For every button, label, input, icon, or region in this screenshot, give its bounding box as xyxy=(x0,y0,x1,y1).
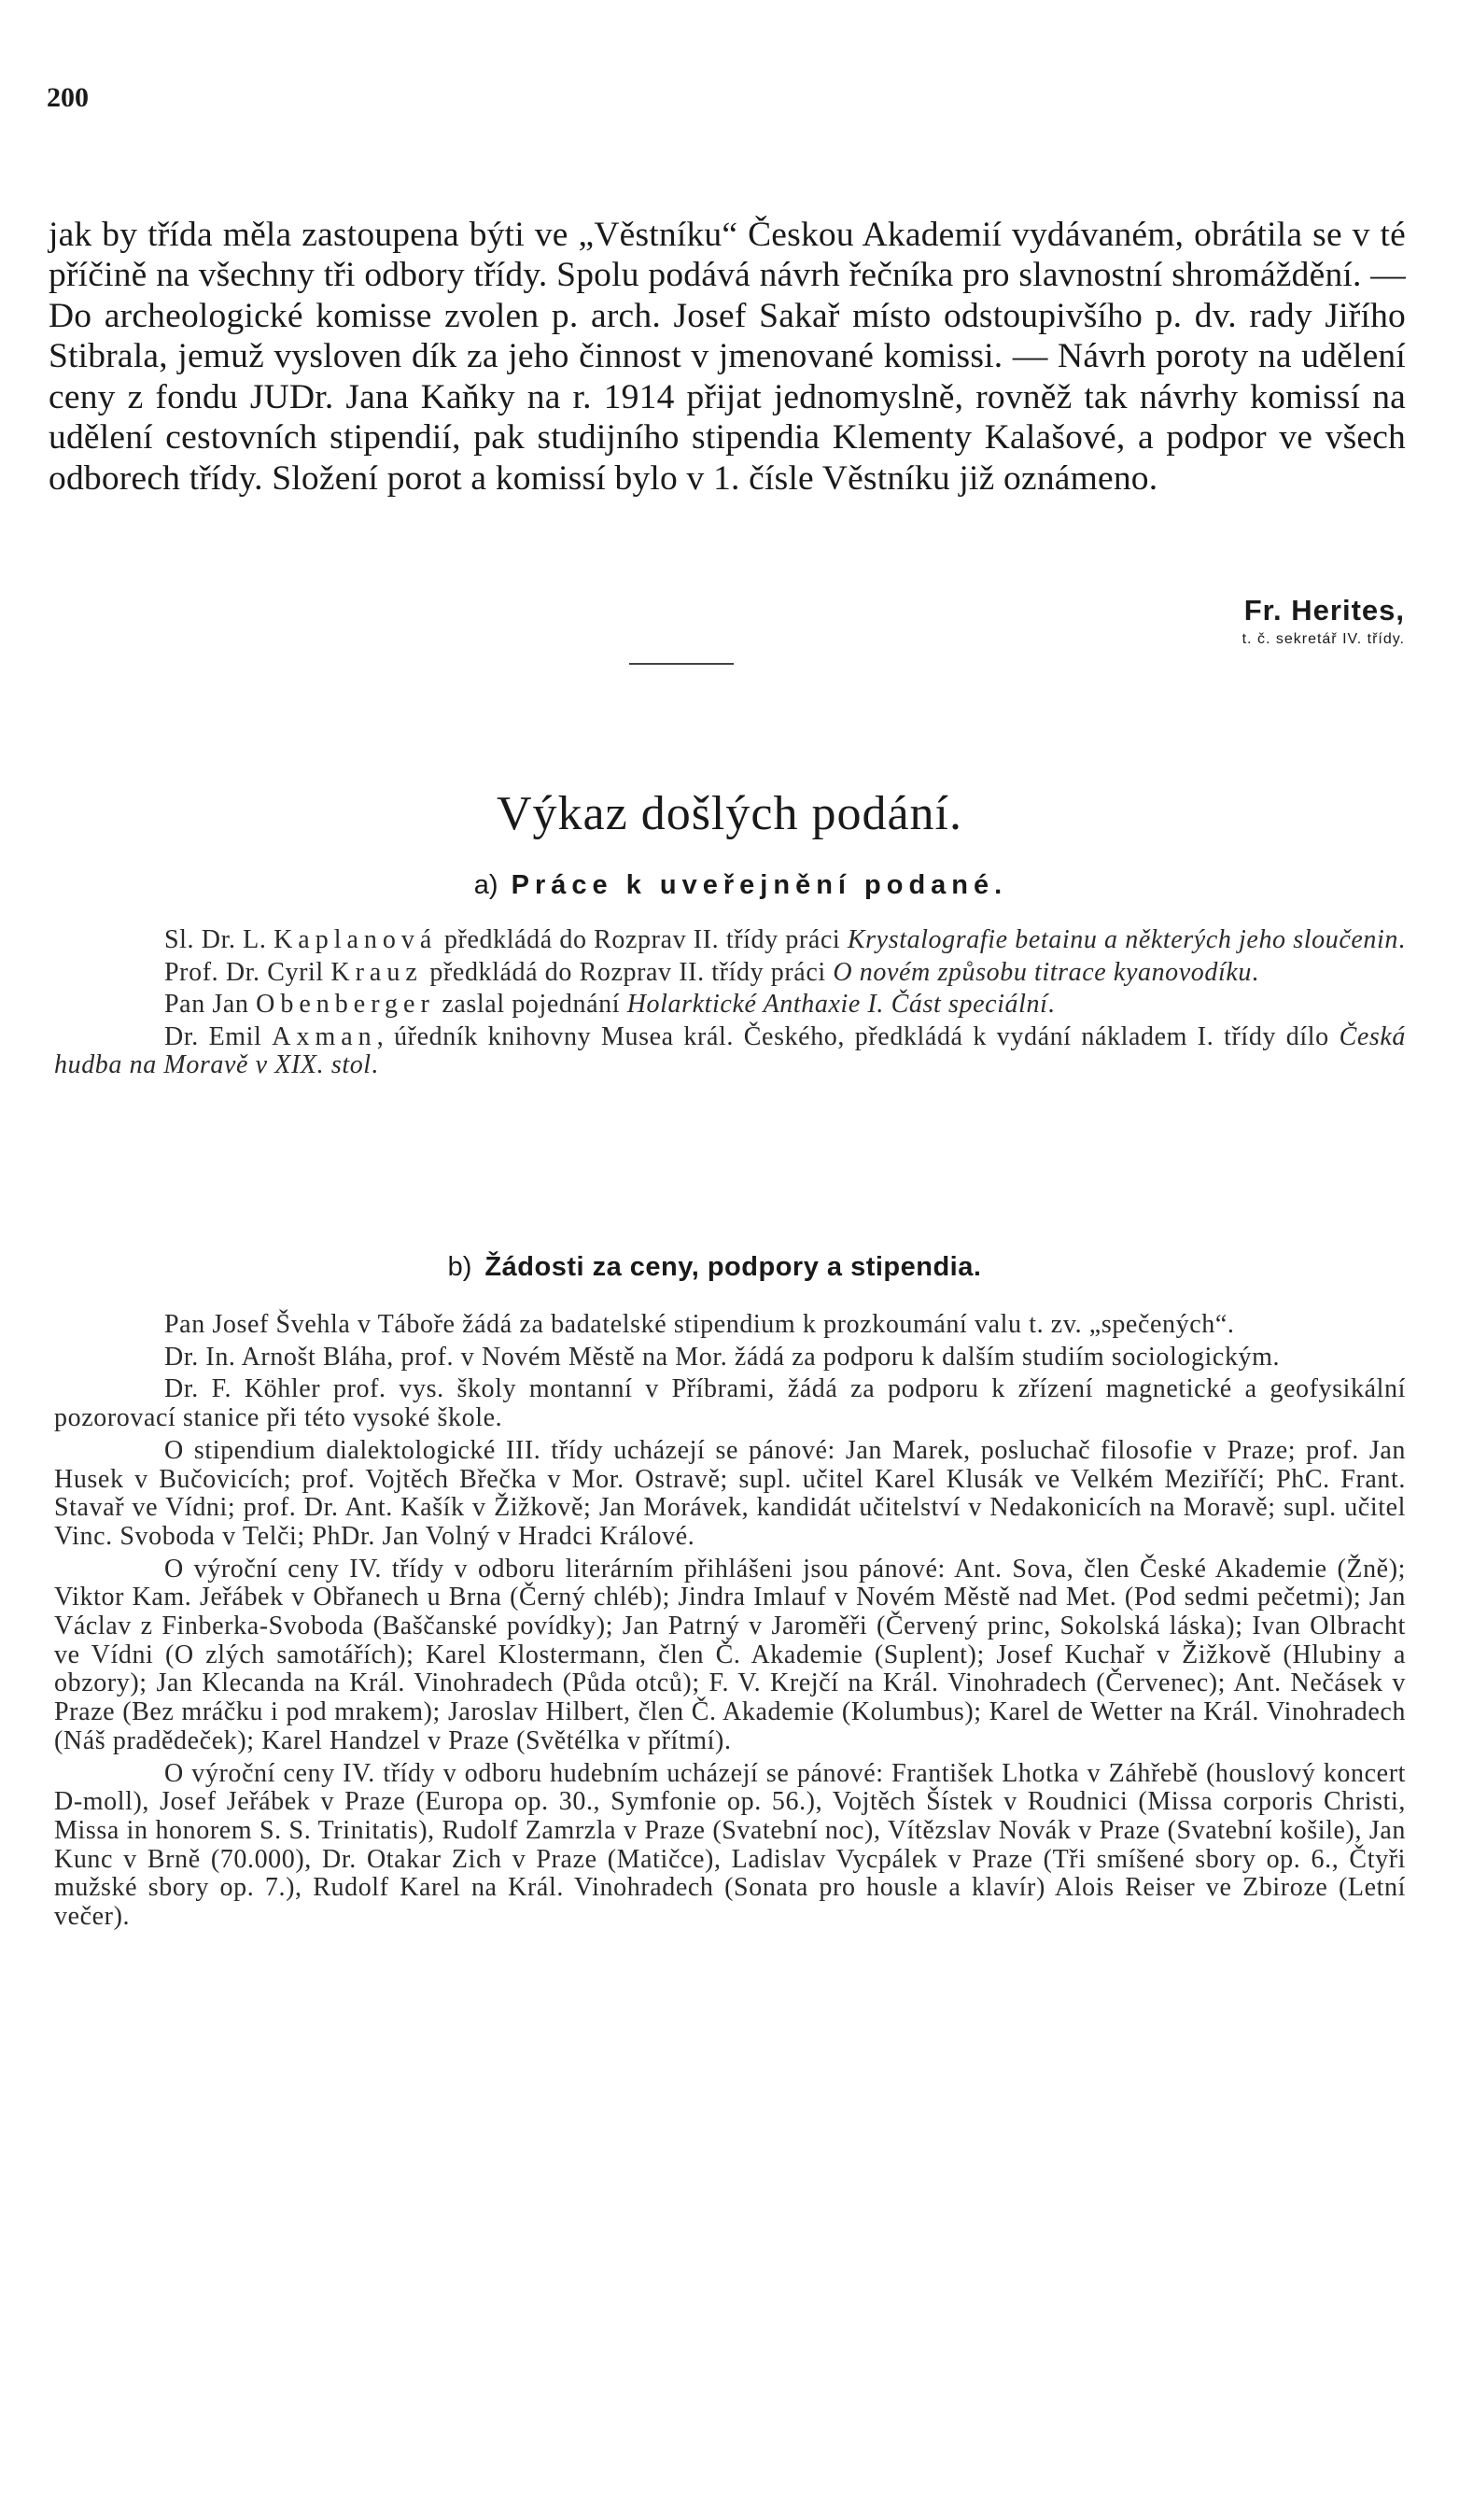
request-entry: O výroční ceny IV. třídy v odboru hudebním ucházejí se pánové: František Lhotka v Záhřebě (houslový koncert D-moll), Josef Jeřábek v Praze (Europa op. 30., Symfonie op. 56.), Vojtěch Šístek v Roudnici (Missa corporis Christi, Missa in honorem S. S. Trinitatis), Rudolf Zamrzla v Praze (Svatební noc), Vítězslav Novák v Praze (Svatební košile), Jan Kunc v Brně (70.000), Dr. Otakar Zich v Praze (Matičce), Ladislav Vycpálek v Praze (Tři smíšené sbory op. 6., Čtyři mužské sbory op. 7.), Rudolf Karel na Král. Vinohradech (Sonata pro housle a klavír) Alois Reiser ve Zbiroze (Letní večer). xyxy=(54,1758,1406,1932)
signature-role: t. č. sekretář IV. třídy. xyxy=(1242,631,1405,647)
page-title: Výkaz došlých podání. xyxy=(496,787,962,840)
divider-rule xyxy=(629,663,734,665)
section-a-heading xyxy=(11,870,1459,901)
intro-paragraph: jak by třída měla zastoupena býti ve „Věstníku“ Českou Akademií vydávaném, obrátila se v té příčině na všechny tři odbory třídy. Spolu podává návrh řečníka pro slavnostní shromáždění. — Do archeologické komisse zvolen p. arch. Josef Sakař místo odstoupivšího p. dv. rady Jiřího Stibrala, jemuž vysloven dík za jeho činnost v jmenované komissi. — Návrh poroty na udělení ceny z fondu JUDr. Jana Kaňky na r. 1914 přijat jednomyslně, rovněž tak návrhy komissí na udělení cestovních stipendií, pak studijního stipendia Klementy Kalašové, a podpor ve všech odborech třídy. Složení porot a komissí bylo v 1. čísle Věstníku již oznámeno. xyxy=(49,215,1406,498)
signature-name: Fr. Herites, xyxy=(1243,594,1405,626)
section-b-entries xyxy=(54,1311,1406,1936)
request-entry: Pan Josef Švehla v Táboře žádá za badatelské stipendium k prozkoumání valu t. zv. „spečených“. xyxy=(164,1310,1235,1339)
section-a-entries xyxy=(54,926,1406,1084)
request-entry: O stipendium dialektologické III. třídy ucházejí se pánové: Jan Marek, posluchač filosofie v Praze; prof. Jan Husek v Bučovicích; prof. Vojtěch Břečka v Mor. Ostravě; supl. učitel Karel Klusák ve Velkém Meziříčí; PhC. Frant. Stavař ve Vídni; prof. Dr. Ant. Kašík v Žižkově; Jan Morávek, kandidát učitelství v Nedakonicích na Moravě; supl. učitel Vinc. Svoboda v Telči; PhDr. Jan Volný v Hradci Králové. xyxy=(54,1435,1406,1551)
submission-entry: Dr. Emil Axman, úředník knihovny Musea král. Českého, předkládá k vydání nákladem I. třídy dílo Česká hudba na Moravě v XIX. stol. xyxy=(54,1021,1407,1079)
signature xyxy=(1242,594,1405,648)
section-a-letter: a) xyxy=(473,870,498,900)
submission-entry: Pan Jan Obenberger zaslal pojednání Holarktické Anthaxie I. Část speciální. xyxy=(164,990,1056,1019)
request-entry: Dr. F. Köhler prof. vys. školy montanní v Příbrami, žádá za podporu k zřízení magnetické a geofysikální pozorovací stanice při této vysoké škole. xyxy=(54,1374,1406,1433)
section-b-label: Žádosti za ceny, podpory a stipendia. xyxy=(484,1252,982,1282)
section-a-label: Práce k uveřejnění podané. xyxy=(511,870,1008,900)
request-entry: O výroční ceny IV. třídy v odboru literárním přihlášeni jsou pánové: Ant. Sova, člen České Akademie (Žně); Viktor Kam. Jeřábek v Obřanech u Brna (Černý chléb); Jindra Imlauf v Novém Městě nad Met. (Pod sedmi pečetmi); Jan Václav z Finberka-Svoboda (Baščanské povídky); Jan Patrný v Jaroměři (Červený princ, Sokolská láska); Ivan Olbracht ve Vídni (O zlých samotářích); Karel Klostermann, člen Č. Akademie (Suplent); Josef Kuchař v Žižkově (Hlubiny a obzory); Jan Klecanda na Král. Vinohradech (Půda otců); F. V. Krejčí na Král. Vinohradech (Červenec); Ant. Nečásek v Praze (Bez mráčku i pod mrakem); Jaroslav Hilbert, člen Č. Akademie (Kolumbus); Karel de Wetter na Král. Vinohradech (Náš pradědeček); Karel Handzel v Praze (Světélka v přítmí). xyxy=(54,1554,1406,1755)
page-number: 200 xyxy=(47,82,89,113)
request-entry: Dr. In. Arnošt Bláha, prof. v Novém Městě na Mor. žádá za podporu k dalším studiím sociologickým. xyxy=(164,1342,1281,1372)
section-b-heading xyxy=(0,1252,1444,1283)
submission-entry: Prof. Dr. Cyril Krauz předkládá do Rozprav II. třídy práci O novém způsobu titrace kyanovodíku. xyxy=(164,957,1259,987)
submission-entry: Sl. Dr. L. Kaplanová předkládá do Rozprav II. třídy práci Krystalografie betainu a některých jeho sloučenin. xyxy=(164,925,1406,954)
section-b-letter: b) xyxy=(447,1252,472,1282)
